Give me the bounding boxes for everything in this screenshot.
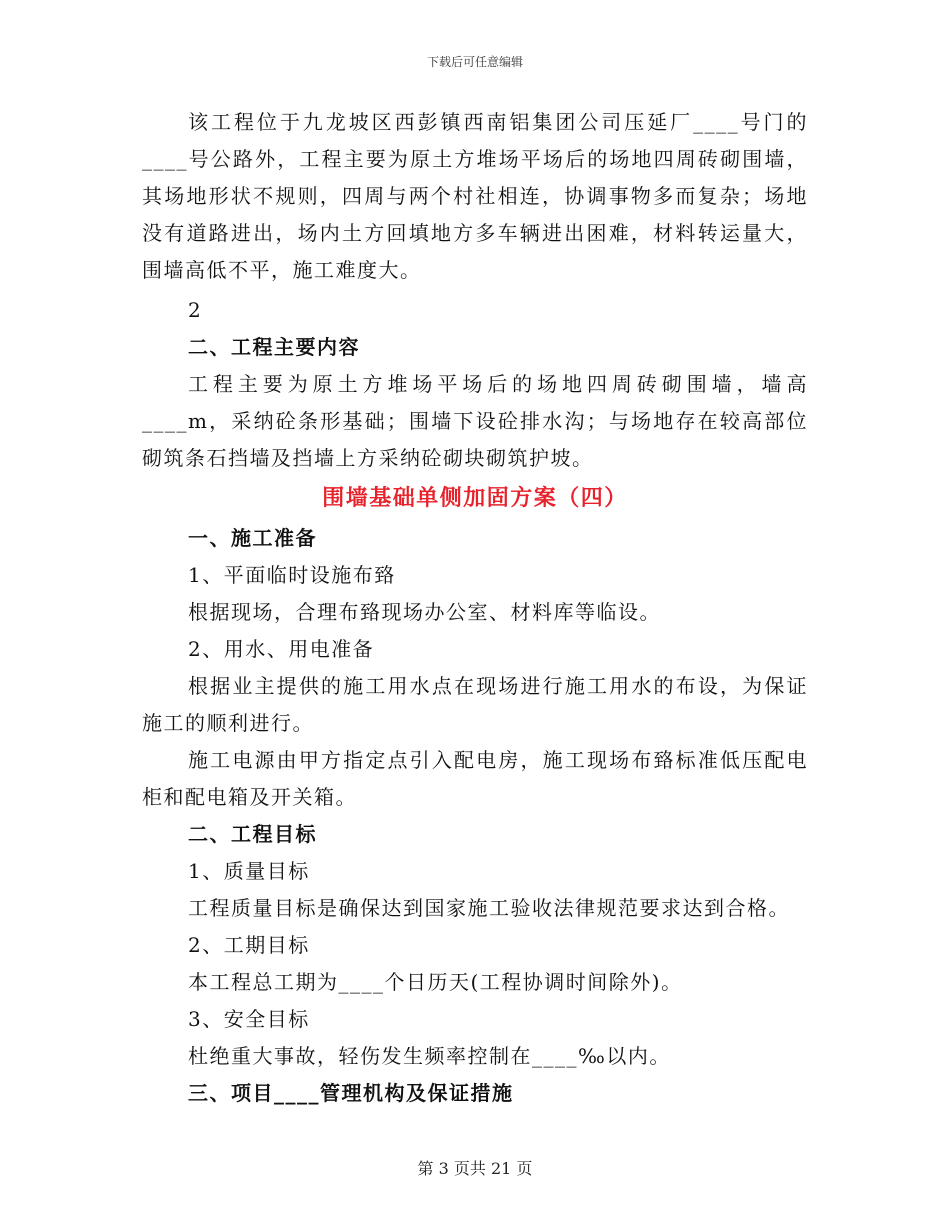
paragraph-water: 根据业主提供的施工用水点在现场进行施工用水的布设，为保证施工的顺利进行。 — [142, 674, 808, 735]
heading-preparation: 一、施工准备 — [188, 526, 317, 550]
paragraph-schedule-goal: 本工程总工期为____个日历天(工程协调时间除外)。 — [188, 970, 683, 994]
paragraph-temporary-facilities: 根据现场，合理布臵现场办公室、材料库等临设。 — [188, 600, 661, 624]
paragraph-power: 施工电源由甲方指定点引入配电房，施工现场布臵标准低压配电柜和配电箱及开关箱。 — [142, 748, 808, 809]
paragraph-project-location: 该工程位于九龙坡区西彭镇西南铝集团公司压延厂____号门的____号公路外，工程主要为原土方堆场平场后的场地四周砖砌围墙，其场地形状不规则，四周与两个村社相连，协调事物多而复杂；场地没有道路进出，场内土方回填地方多车辆进出困难，材料转运量大，围墙高低不平，施工难度大。 — [142, 110, 808, 282]
item-quality-goal: 1、质量目标 — [188, 859, 310, 883]
item-water-power: 2、用水、用电准备 — [188, 637, 375, 661]
page-footer: 第 3 页共 21 页 — [417, 1159, 533, 1178]
heading-goals: 二、工程目标 — [188, 822, 317, 846]
page-number-fragment: 2 — [188, 298, 203, 322]
item-temporary-facilities: 1、平面临时设施布臵 — [188, 563, 396, 587]
heading-main-content: 二、工程主要内容 — [188, 335, 360, 359]
heading-management: 三、项目____管理机构及保证措施 — [188, 1081, 514, 1105]
document-body — [142, 104, 808, 1112]
document-title: 围墙基础单侧加固方案（四） — [322, 485, 628, 511]
header-note: 下载后可任意编辑 — [426, 55, 523, 69]
item-schedule-goal: 2、工期目标 — [188, 933, 310, 957]
paragraph-main-content: 工程主要为原土方堆场平场后的场地四周砖砌围墙，墙高____m，采纳砼条形基础；围墙下设砼排水沟；与场地存在较高部位砌筑条石挡墙及挡墙上方采纳砼砌块砌筑护坡。 — [142, 372, 808, 470]
paragraph-safety-goal: 杜绝重大事故，轻伤发生频率控制在____‰以内。 — [188, 1044, 671, 1068]
paragraph-quality-goal: 工程质量目标是确保达到国家施工验收法律规范要求达到合格。 — [188, 896, 790, 920]
item-safety-goal: 3、安全目标 — [188, 1007, 310, 1031]
